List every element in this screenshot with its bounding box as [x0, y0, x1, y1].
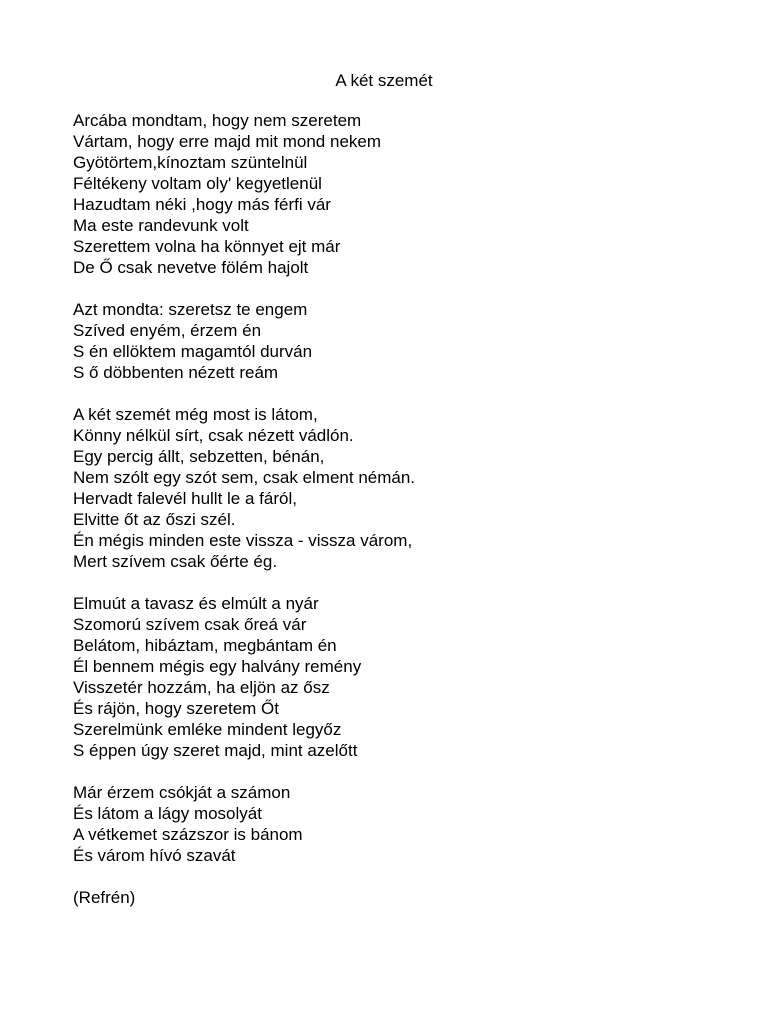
poem-line: Szerettem volna ha könnyet ejt már: [73, 237, 341, 256]
stanza-1: [73, 110, 415, 278]
poem-line: Él bennem mégis egy halvány remény: [73, 657, 362, 676]
poem-title: A két szemét: [335, 71, 433, 90]
poem-line: Elvitte őt az őszi szél.: [73, 510, 236, 529]
poem-line: Ma este randevunk volt: [73, 216, 249, 235]
poem-line: Azt mondta: szeretsz te engem: [73, 300, 308, 319]
poem-line: Hazudtam néki ,hogy más férfi vár: [73, 195, 331, 214]
poem-line: S ő döbbenten nézett reám: [73, 363, 279, 382]
refrain-marker: [73, 887, 415, 908]
poem-line: Könny nélkül sírt, csak nézett vádlón.: [73, 426, 354, 445]
poem-line: Féltékeny voltam oly' kegyetlenül: [73, 174, 322, 193]
poem-line: Nem szólt egy szót sem, csak elment némán.: [73, 468, 416, 487]
poem-line: Visszetér hozzám, ha eljön az ősz: [73, 678, 330, 697]
poem-line: Gyötörtem,kínoztam szüntelnül: [73, 153, 308, 172]
poem-line: Szomorú szívem csak őreá vár: [73, 615, 307, 634]
poem-line: Hervadt falevél hullt le a fáról,: [73, 489, 297, 508]
poem-line: Én mégis minden este vissza - vissza várom,: [73, 531, 413, 550]
stanza-4: [73, 593, 415, 761]
poem-body: [73, 110, 415, 929]
poem-line: Belátom, hibáztam, megbántam én: [73, 636, 337, 655]
poem-line: Szíved enyém, érzem én: [73, 321, 262, 340]
poem-line: És rájön, hogy szeretem Őt: [73, 699, 279, 718]
poem-line: Egy percig állt, sebzetten, bénán,: [73, 447, 325, 466]
refrain-label: (Refrén): [73, 888, 136, 907]
stanza-3-refrain: [73, 404, 415, 572]
poem-line: S éppen úgy szeret majd, mint azelőtt: [73, 741, 358, 760]
poem-line: Arcába mondtam, hogy nem szeretem: [73, 111, 362, 130]
stanza-5: [73, 782, 415, 866]
poem-line: A vétkemet százszor is bánom: [73, 825, 303, 844]
poem-line: A két szemét még most is látom,: [73, 405, 318, 424]
poem-line: Már érzem csókját a számon: [73, 783, 291, 802]
poem-line: S én ellöktem magamtól durván: [73, 342, 313, 361]
poem-line: És látom a lágy mosolyát: [73, 804, 262, 823]
poem-line: Mert szívem csak őérte ég.: [73, 552, 278, 571]
poem-line: És várom hívó szavát: [73, 846, 236, 865]
poem-line: De Ő csak nevetve fölém hajolt: [73, 258, 309, 277]
stanza-2: [73, 299, 415, 383]
poem-line: Szerelmünk emléke mindent legyőz: [73, 720, 342, 739]
poem-line: Vártam, hogy erre majd mit mond nekem: [73, 132, 382, 151]
poem-line: Elmuút a tavasz és elmúlt a nyár: [73, 594, 319, 613]
